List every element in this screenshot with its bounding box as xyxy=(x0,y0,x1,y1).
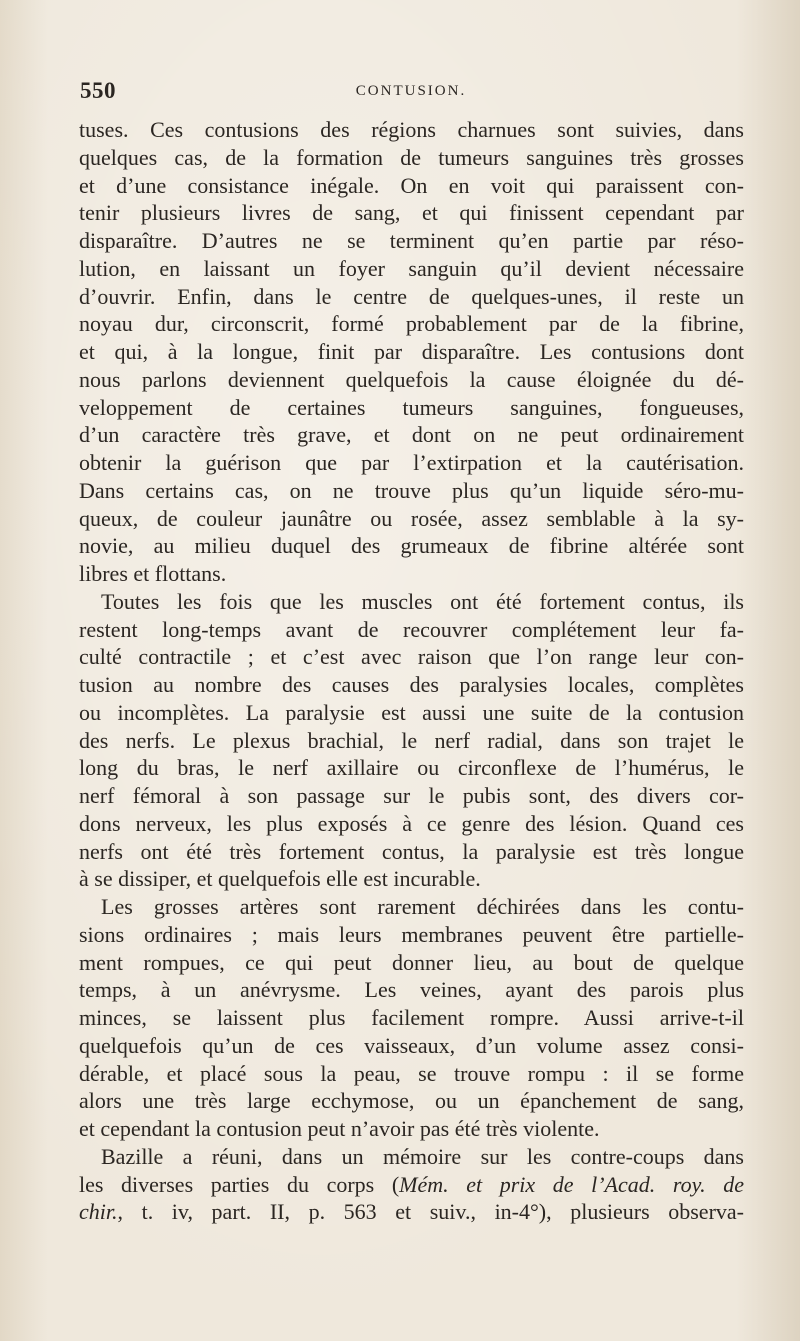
text-line: dérable, et placé sous la peau, se trouve rompu : il se forme xyxy=(79,1060,744,1086)
text-line: novie, au milieu duquel des grumeaux de fibrine altérée sont xyxy=(79,533,744,559)
text-line: Bazille a réuni, dans un mémoire sur les contre-coups dans xyxy=(101,1143,744,1169)
text-line-citation xyxy=(79,1171,744,1199)
text-line: Toutes les fois que les muscles ont été fortement contus, ils xyxy=(101,588,744,614)
text-line: culté contractile ; et c’est avec raison que l’on range leur con- xyxy=(79,644,744,670)
text-line: queux, de couleur jaunâtre ou rosée, assez semblable à la sy- xyxy=(79,505,744,531)
text-line: quelques cas, de la formation de tumeurs sanguines très grosses xyxy=(79,144,744,170)
text-line: veloppement de certaines tumeurs sanguines, fongueuses, xyxy=(79,394,744,420)
text-line: tuses. Ces contusions des régions charnues sont suivies, dans xyxy=(79,117,744,142)
text-line: des nerfs. Le plexus brachial, le nerf radial, dans son trajet le xyxy=(79,727,744,753)
text-line: minces, se laissent plus facilement rompre. Aussi arrive-t-il xyxy=(79,1005,744,1030)
text-line: et qui, à la longue, finit par disparaître. Les contusions dont xyxy=(79,339,744,364)
text-line: et d’une consistance inégale. On en voit qui paraissent con- xyxy=(79,172,744,198)
text-line: nous parlons deviennent quelquefois la cause éloignée du dé- xyxy=(79,366,744,392)
paragraph xyxy=(79,588,744,893)
page-header xyxy=(80,78,742,108)
page-number: 550 xyxy=(80,78,116,103)
text-line: d’ouvrir. Enfin, dans le centre de quelques-unes, il reste un xyxy=(79,283,744,309)
text-line: obtenir la guérison que par l’extirpation et la cautérisation. xyxy=(79,450,744,475)
text-line-citation xyxy=(79,1198,744,1226)
text-line: nerf fémoral à son passage sur le pubis sont, des divers cor- xyxy=(79,783,744,808)
text-run: les diverses parties du corps ( xyxy=(79,1171,400,1197)
citation-title: chir. xyxy=(79,1199,118,1225)
text-line: ment rompues, ce qui peut donner lieu, au bout de quelque xyxy=(79,949,744,975)
text-line: quelquefois qu’un de ces vaisseaux, d’un volume assez consi- xyxy=(79,1032,744,1058)
text-line: lution, en laissant un foyer sanguin qu’il devient nécessaire xyxy=(79,255,744,281)
text-line: libres et flottans. xyxy=(79,561,227,586)
body-text xyxy=(79,116,744,1226)
text-line: alors une très large ecchymose, ou un épanchement de sang, xyxy=(79,1088,744,1114)
text-line: ou incomplètes. La paralysie est aussi une suite de la contusion xyxy=(79,699,744,725)
text-line: long du bras, le nerf axillaire ou circonflexe de l’humérus, le xyxy=(79,755,744,781)
text-line: sions ordinaires ; mais leurs membranes peuvent être partielle- xyxy=(79,921,744,947)
citation-title: Mém. et prix de l’Acad. roy. de xyxy=(399,1171,744,1197)
text-line: disparaître. D’autres ne se terminent qu’en partie par réso- xyxy=(79,228,744,253)
text-line: tenir plusieurs livres de sang, et qui finissent cependant par xyxy=(79,200,744,226)
text-line: à se dissiper, et quelquefois elle est incurable. xyxy=(79,866,481,892)
text-line: Les grosses artères sont rarement déchirées dans les contu- xyxy=(101,894,744,919)
text-line: Dans certains cas, on ne trouve plus qu’un liquide séro-mu- xyxy=(79,477,744,503)
text-line: dons nerveux, les plus exposés à ce genre des lésion. Quand ces xyxy=(79,810,744,836)
paragraph xyxy=(79,116,744,588)
text-run: , t. iv, part. II, p. 563 et suiv., in-4°), plusieurs observa- xyxy=(117,1199,744,1225)
text-line: noyau dur, circonscrit, formé probablement par de la fibrine, xyxy=(79,311,744,337)
text-line: nerfs ont été très fortement contus, la paralysie est très longue xyxy=(79,838,744,864)
paragraph xyxy=(79,893,744,1143)
paragraph xyxy=(79,1143,744,1226)
text-line: temps, à un anévrysme. Les veines, ayant des parois plus xyxy=(79,977,744,1003)
text-line: tusion au nombre des causes des paralysies locales, complètes xyxy=(79,672,744,697)
text-line: d’un caractère très grave, et dont on ne peut ordinairement xyxy=(79,422,744,448)
running-head: CONTUSION. xyxy=(355,83,467,99)
text-line: et cependant la contusion peut n’avoir pas été très violente. xyxy=(79,1116,600,1141)
text-line: restent long-temps avant de recouvrer complétement leur fa- xyxy=(79,616,744,642)
